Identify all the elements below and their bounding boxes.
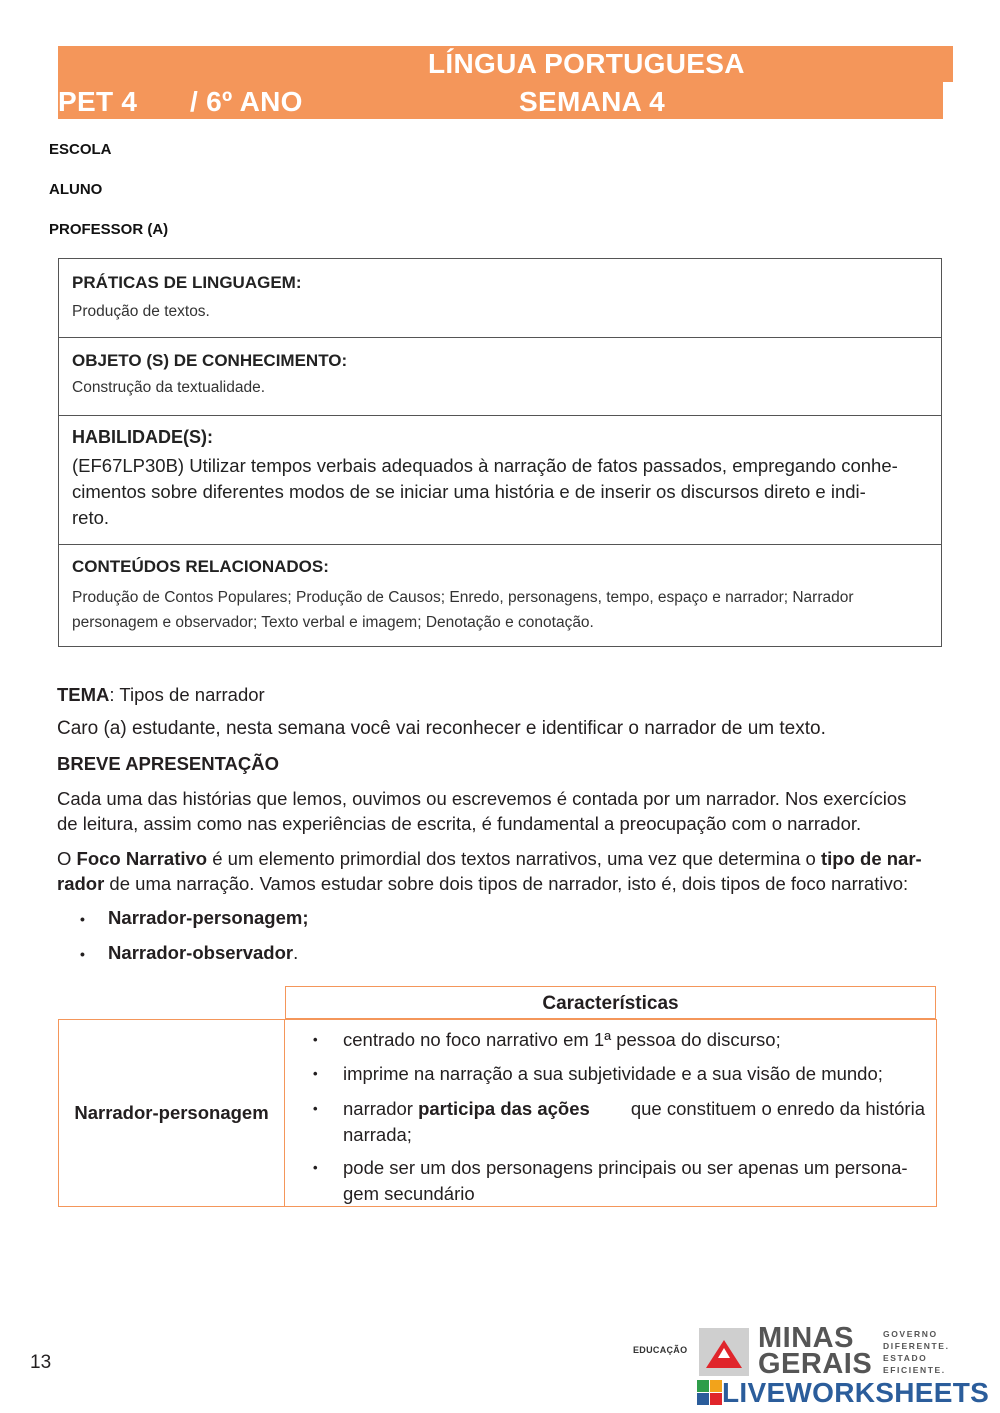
text-span: pode ser um dos personagens principais ou ser apenas um persona- [343,1157,908,1178]
tipo-narrador-term: tipo de nar- [820,848,922,869]
participa-term: participa das ações [418,1098,590,1119]
bullet-item-2 [80,940,966,967]
bullet-icon: • [313,1032,318,1047]
bullet-text: Narrador-observador [108,942,294,963]
habilidade-row [59,416,941,545]
habilidade-text [72,448,928,531]
conteudos-text [72,577,928,635]
education-label: EDUCAÇÃO [633,1345,688,1355]
slogan-line: ESTADO [883,1353,928,1363]
habilidade-line: reto. [72,507,110,528]
paragraph-2 [57,846,943,896]
school-field-label: ESCOLA [49,141,112,158]
characteristic-item [313,1096,925,1148]
minas-text: MINAS [758,1322,854,1354]
breve-heading: BREVE APRESENTAÇÃO [57,753,280,774]
characteristic-text: imprime na narração a sua subjetividade e a sua visão de mundo; [343,1063,883,1084]
characteristics-header: Características [285,986,936,1019]
bullet-icon: • [80,911,85,927]
bullet-item-1 [80,905,966,932]
paragraph-line: Cada uma das histórias que lemos, ouvimos ou escrevemos é contada por um narrador. Nos exercícios [57,788,907,809]
pet-label: PET 4 [58,86,138,117]
text-span: gem secundário [343,1183,475,1204]
grade-label: / 6º ANO [190,86,303,117]
tema-text: : Tipos de narrador [109,684,265,705]
objeto-row [59,338,941,416]
habilidade-heading: HABILIDADE(S): [72,427,213,447]
bullet-end: . [293,942,299,963]
liveworksheets-badge-icon [697,1380,723,1406]
paragraph-1 [57,786,943,836]
characteristic-text [313,1155,925,1207]
text-span: O [57,848,77,869]
bullet-text: Narrador-personagem; [108,907,309,928]
characteristic-item [313,1061,925,1087]
text-span: narrada; [343,1124,412,1145]
conteudos-heading: CONTEÚDOS RELACIONADOS: [72,557,329,576]
conteudos-line: Produção de Contos Populares; Produção de Causos; Enredo, personagens, tempo, espaço e narrador; Narrador [72,589,854,606]
text-span: que constituem o enredo da história [630,1098,925,1119]
praticas-heading: PRÁTICAS DE LINGUAGEM: [72,273,302,292]
intro-text: Caro (a) estudante, nesta semana você vai reconhecer e identificar o narrador de um texto. [57,718,826,739]
slogan-line: GOVERNO [883,1329,938,1339]
text-span: narrador [343,1098,419,1119]
subject-title: LÍNGUA PORTUGUESA [428,48,745,79]
habilidade-line: (EF67LP30B) Utilizar tempos verbais adequados à narração de fatos passados, empregando conhe- [72,455,898,476]
conteudos-row [59,545,941,646]
conteudos-line: personagem e observador; Texto verbal e imagem; Denotação e conotação. [72,614,594,631]
info-table [58,258,942,647]
bullet-icon: • [313,1101,318,1116]
slogan-line: DIFERENTE. [883,1341,950,1351]
habilidade-line: cimentos sobre diferentes modos de se iniciar uma história e de inserir os discursos direto e indi- [72,481,866,502]
gerais-text: GERAIS [758,1348,873,1380]
bullet-icon: • [313,1066,318,1081]
bullet-icon: • [80,946,85,962]
paragraph-line: de leitura, assim como nas experiências de escrita, é fundamental a preocupação com o narrador. [57,813,862,834]
narrador-personagem-label: Narrador-personagem [58,1019,285,1207]
foco-narrativo-term: Foco Narrativo [76,848,208,869]
liveworksheets-wordmark[interactable]: LIVEWORKSHEETS [722,1377,990,1408]
characteristic-text: centrado no foco narrativo em 1ª pessoa do discurso; [343,1029,781,1050]
objeto-heading: OBJETO (S) DE CONHECIMENTO: [72,351,348,370]
tipo-narrador-term: rador [57,873,105,894]
praticas-row [59,259,941,338]
characteristics-list [284,1019,937,1207]
minas-gerais-wordmark [758,1322,873,1380]
praticas-text: Produção de textos. [72,303,210,320]
student-field-label: ALUNO [49,181,103,198]
characteristic-item [313,1155,925,1207]
objeto-text: Construção da textualidade. [72,379,266,396]
page-number: 13 [30,1352,52,1373]
teacher-field-label: PROFESSOR (A) [49,221,169,238]
tema-line [57,682,943,707]
bullet-icon: • [313,1160,318,1175]
slogan-line: EFICIENTE. [883,1365,946,1375]
tema-label: TEMA [57,684,110,705]
text-span: é um elemento primordial dos textos narrativos, uma vez que determina o [207,848,821,869]
text-span: de uma narração. Vamos estudar sobre dois tipos de narrador, isto é, dois tipos de foco narrativo: [104,873,909,894]
characteristic-item [313,1027,925,1053]
minas-gerais-logo-icon [699,1328,749,1376]
government-slogan [883,1328,950,1376]
week-label: SEMANA 4 [519,86,666,117]
characteristic-text [313,1096,925,1148]
